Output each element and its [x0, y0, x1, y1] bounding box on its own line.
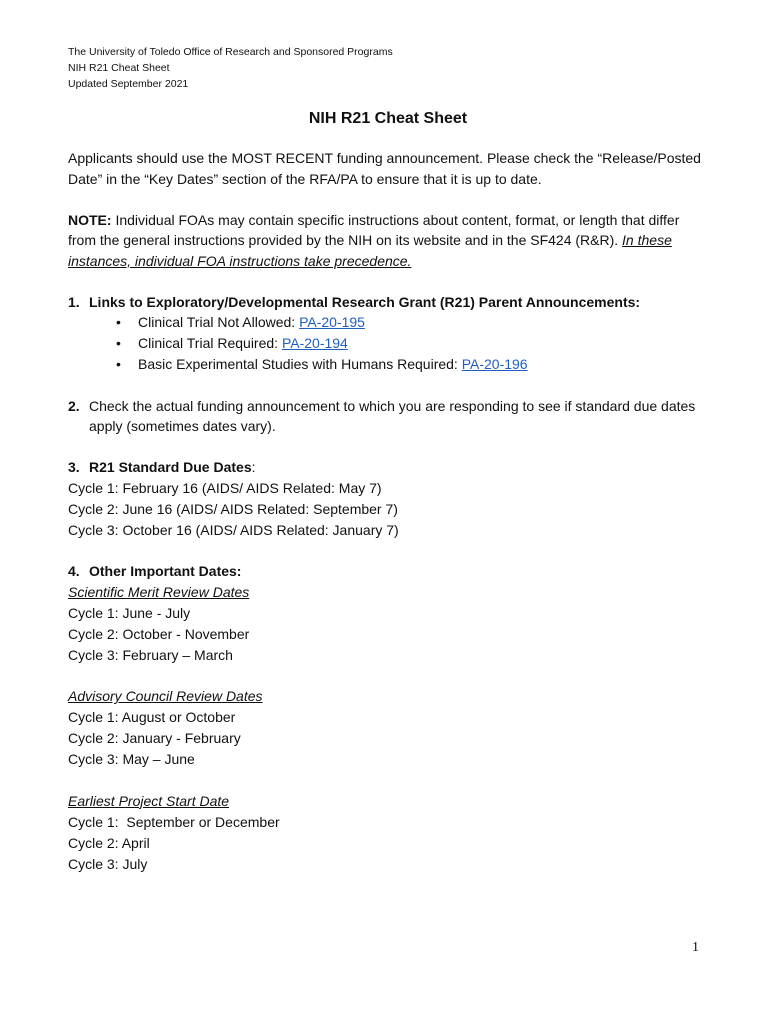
- header-line-updated: Updated September 2021: [68, 78, 189, 90]
- group-title-start: Earliest Project Start Date: [68, 792, 230, 809]
- date-line: Cycle 1: June - July: [68, 604, 191, 621]
- pa-20-196-link[interactable]: PA-20-196: [461, 356, 528, 372]
- list-item: [138, 354, 708, 375]
- note-emphasis: In these instances, individual FOA instructions take precedence.: [68, 232, 672, 269]
- document-header: [68, 44, 708, 92]
- note-text: Individual FOAs may contain specific instructions about content, format, or length that differ from the general instructions provided by the NIH on its website and in the SF424 (R&R).: [68, 211, 680, 248]
- due-date-line: Cycle 2: June 16 (AIDS/ AIDS Related: September 7): [68, 500, 398, 517]
- header-line-title: NIH R21 Cheat Sheet: [68, 62, 170, 74]
- date-line: Cycle 2: January - February: [68, 730, 241, 746]
- date-line: Cycle 2: April: [68, 834, 150, 851]
- list-item-label: Clinical Trial Not Allowed:: [138, 314, 300, 330]
- date-line: Cycle 3: May – June: [68, 751, 195, 767]
- list-item: [138, 312, 708, 333]
- section-due-dates: [68, 457, 708, 541]
- list-item-label: Clinical Trial Required:: [138, 335, 282, 351]
- header-line-org: The University of Toledo Office of Research and Sponsored Programs: [68, 46, 393, 58]
- date-line: Cycle 1: August or October: [68, 709, 236, 725]
- due-date-line: Cycle 3: October 16 (AIDS/ AIDS Related: January 7): [68, 521, 399, 538]
- group-title-review: Scientific Merit Review Dates: [68, 583, 250, 600]
- section-number: 3.: [68, 459, 80, 475]
- document-page: [68, 44, 708, 875]
- list-item-label: Basic Experimental Studies with Humans Required:: [138, 356, 462, 372]
- section-heading: R21 Standard Due Dates: [89, 459, 252, 475]
- section-heading: Links to Exploratory/Developmental Research Grant (R21) Parent Announcements:: [89, 293, 641, 310]
- date-line: Cycle 2: October - November: [68, 625, 250, 642]
- section-heading: Other Important Dates:: [89, 563, 242, 579]
- pa-20-195-link[interactable]: PA-20-195: [299, 314, 365, 330]
- section-check-announcement: [68, 396, 708, 437]
- section-links: [68, 292, 708, 376]
- date-line: Cycle 1: September or December: [68, 813, 280, 830]
- pa-20-194-link[interactable]: PA-20-194: [281, 335, 348, 351]
- note-paragraph: [68, 210, 708, 272]
- date-line: Cycle 3: July: [68, 855, 148, 872]
- announcement-list: [68, 312, 708, 375]
- due-date-line: Cycle 1: February 16 (AIDS/ AIDS Related: May 7): [68, 479, 382, 496]
- intro-paragraph: Applicants should use the MOST RECENT funding announcement. Please check the “Release/Posted Date” in the “Key Dates” section of the RFA/PA to ensure that it is up to date.: [68, 150, 701, 187]
- section-number: 4.: [68, 563, 80, 579]
- group-title-council: Advisory Council Review Dates: [68, 688, 263, 704]
- document-title: NIH R21 Cheat Sheet: [308, 110, 468, 127]
- section-text: Check the actual funding announcement to which you are responding to see if standard due dates apply (sometimes dates vary).: [89, 397, 696, 434]
- heading-colon: :: [251, 459, 256, 475]
- section-number: 2.: [68, 397, 80, 414]
- date-line: Cycle 3: February – March: [68, 646, 233, 663]
- page-number: 1: [692, 940, 699, 955]
- list-item: [138, 333, 708, 354]
- section-other-dates: [68, 561, 708, 875]
- note-label: NOTE:: [68, 211, 112, 228]
- section-number: 1.: [68, 293, 80, 310]
